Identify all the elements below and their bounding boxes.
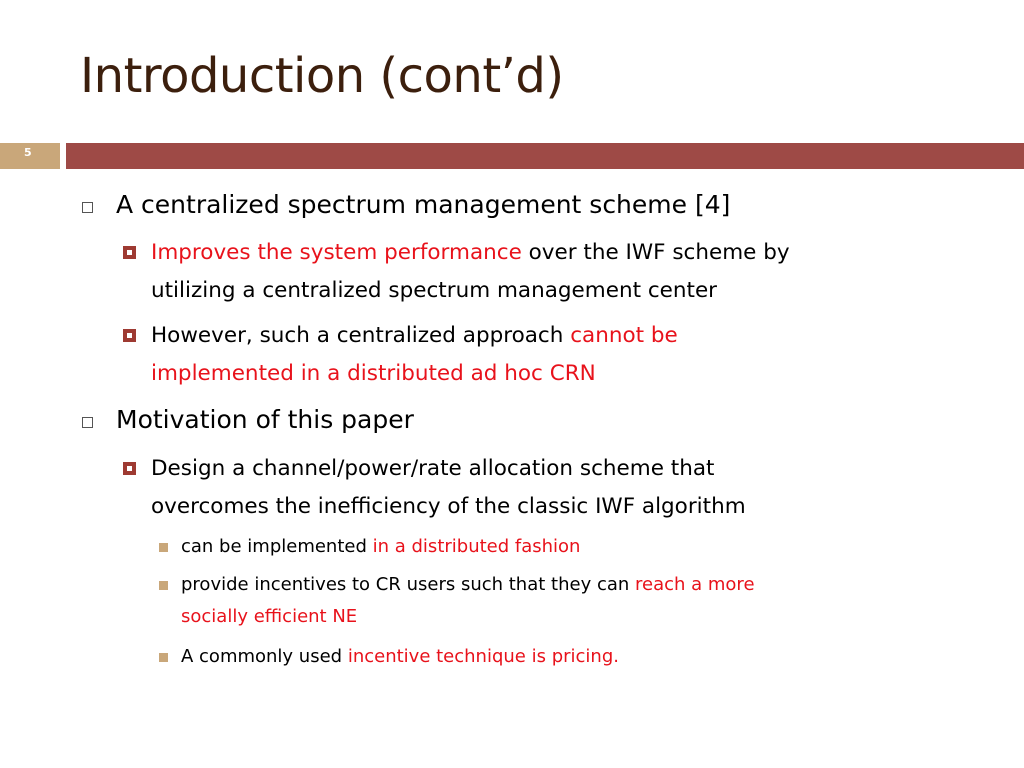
emphasis-text: incentive technique is pricing. [347,646,619,667]
slide-title: Introduction (cont’d) [80,48,564,104]
body-text: can be implemented [181,536,373,557]
emphasis-text: in a distributed fashion [372,536,581,557]
point-incentives [181,569,961,633]
emphasis-text: reach a more [635,574,755,595]
emphasis-text: cannot be [570,323,678,348]
slide-number-box [0,143,60,169]
filled-square-bullet-icon [159,581,168,590]
body-text: overcomes the inefficiency of the classic IWF algorithm [151,494,746,519]
emphasis-text: implemented in a distributed ad hoc CRN [151,361,596,386]
bullet-centralized-scheme: A centralized spectrum management scheme [4] [116,190,731,219]
body-text: over the IWF scheme by [521,240,790,265]
boxed-square-bullet-icon [123,246,136,259]
bullet-motivation: Motivation of this paper [116,405,414,434]
point-pricing [181,641,961,673]
emphasis-text: Improves the system performance [151,240,522,265]
sub-bullet-centralized-approach [151,317,971,393]
emphasis-text: socially efficient NE [181,606,358,627]
filled-square-bullet-icon [159,543,168,552]
body-text: utilizing a centralized spectrum management center [151,278,718,303]
hollow-square-bullet-icon [82,417,93,428]
body-text: However, such a centralized approach [151,323,571,348]
body-text: provide incentives to CR users such that they can [181,574,635,595]
point-distributed [181,531,961,563]
body-text: Design a channel/power/rate allocation scheme that [151,456,715,481]
hollow-square-bullet-icon [82,202,93,213]
boxed-square-bullet-icon [123,462,136,475]
body-text: A commonly used [181,646,348,667]
filled-square-bullet-icon [159,653,168,662]
boxed-square-bullet-icon [123,329,136,342]
sub-bullet-improves-performance [151,234,971,310]
title-divider-bar [66,143,1024,169]
sub-bullet-design-scheme [151,450,971,526]
slide-number: 5 [24,146,32,159]
